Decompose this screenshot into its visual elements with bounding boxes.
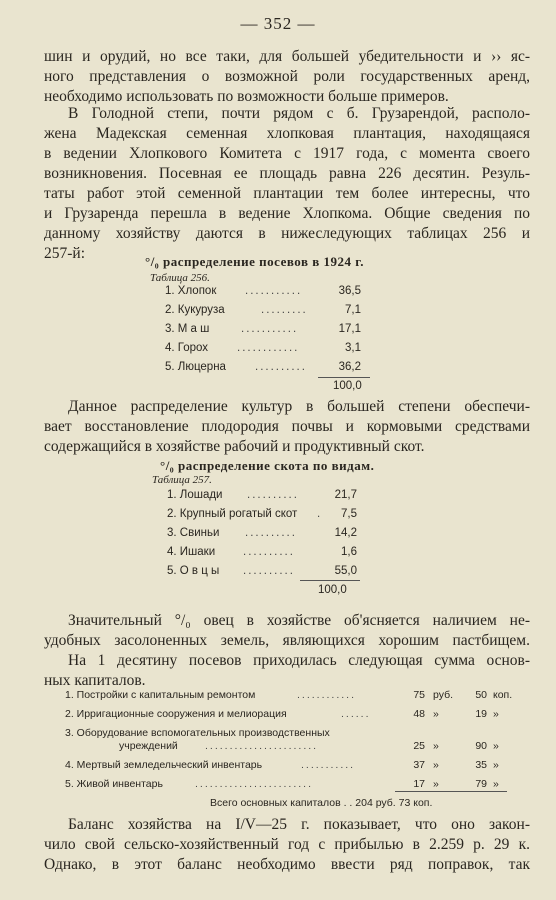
row-label: 5. Живой инвентарь [65,778,163,790]
table-257-total: 100,0 [318,584,347,596]
row-subunit: » [493,759,499,771]
leader-dots: .......... [255,361,307,373]
row-label: 1. Постройки с капитальным ремонтом [65,689,256,701]
table-row [65,724,505,756]
table-row [167,525,367,544]
table-row [167,487,367,506]
leader-dots: .......... [247,489,299,501]
text-line: 257-й: [44,245,86,262]
text-line: удобных засолоненных земель, являющихся хорошим пастбищем. [44,632,530,649]
text-line: в ведении Хлопкового Комитета с 1917 года, с момента своего [44,145,530,162]
row-subamount: 50 [475,689,487,701]
row-subamount: 79 [475,778,487,790]
leader-dots: ........................ [195,778,314,790]
text-line: шин и орудий, но все таки, для большей убедительности и ›› яс- [44,48,530,65]
row-value: 36,2 [338,361,361,373]
row-subunit: » [493,778,499,790]
row-subamount: 35 [475,759,487,771]
leader-dots: .......... [243,565,295,577]
row-amount: 25 [413,740,425,752]
row-value: 7,1 [345,304,361,316]
leader-dots: . [317,508,323,520]
row-label: 4. Горох [165,342,209,354]
paragraph-1 [44,47,530,107]
leader-dots: ......... [261,304,308,316]
sum-rule [395,791,507,792]
leader-dots: ........... [241,323,299,335]
row-label: 4. Ишаки [167,546,216,558]
text-line: ного представления о возможной роли государственных аренд, [44,68,530,85]
leader-dots: ........... [245,285,303,297]
row-value: 7,5 [341,508,357,520]
table-256-caption: Таблица 256. [150,272,210,284]
table-row [65,705,505,724]
text-line: ных капиталов. [44,672,146,689]
row-label: 2. Кукуруза [165,304,225,316]
capital-total: Всего основных капиталов . . 204 руб. 73 коп. [210,797,433,809]
table-row [65,756,505,775]
row-subunit: » [493,740,499,752]
row-label: 4. Мертвый земледельческий инвентарь [65,759,263,771]
row-value: 21,7 [334,489,357,501]
leader-dots: ............ [297,689,357,701]
row-unit: » [433,778,439,790]
text-line: Данное распределение культур в большей степени обеспечи- [68,398,530,415]
row-value: 1,6 [341,546,357,558]
row-amount: 75 [413,689,425,701]
sum-rule [300,580,360,581]
leader-dots: ............ [237,342,300,354]
table-row [65,686,513,705]
page-number: — 352 — [240,14,316,33]
row-subunit: коп. [493,689,513,701]
row-unit: » [433,708,439,720]
table-row [167,506,367,525]
row-unit: руб. [433,689,454,701]
leader-dots: ....................... [205,740,319,752]
row-value: 3,1 [345,342,361,354]
paragraph-2 [44,104,530,264]
sum-rule [318,377,370,378]
row-label: 2. Ирригационные сооружения и мелиорация [65,708,287,720]
text-line: В Голодной степи, почти рядом с б. Грузарендой, располо- [68,105,530,122]
row-subamount: 90 [475,740,487,752]
row-label: 3. Свиньи [167,527,220,539]
table-256-total: 100,0 [333,380,362,392]
table-row [165,359,365,378]
table-row [165,321,365,340]
text-line: возникновения. Посевная ее площадь равна 226 десятин. Резуль- [44,165,530,182]
text-line: чило свой сельско-хозяйственный год с прибылью в 2.259 р. 29 к. [44,836,530,853]
text-line: и Грузаренда перешла в ведение Хлопкома. Общие сведения по [44,205,530,222]
text-line: вает восстановление плодородия почвы и кормовыми средствами [44,418,530,435]
table-257-title: °/₀ распределение скота по видам. [160,458,375,473]
leader-dots: .......... [245,527,297,539]
text-line: жена Мадекская семенная хлопковая плантация, находящаяся [44,125,530,142]
paragraph-4 [44,611,530,691]
row-label-line: 3. Оборудование вспомогательных производственных [65,727,330,739]
leader-dots: ...... [341,708,371,720]
text-line: таты работ этой семенной плантации тем более интересны, что [44,185,530,202]
table-257 [167,487,367,582]
paragraph-5 [44,815,530,875]
text-line: данному хозяйству даются в нижеследующих таблицах 256 и [44,225,530,242]
row-subamount: 19 [475,708,487,720]
row-amount: 48 [413,708,425,720]
paragraph-3 [44,397,530,457]
row-amount: 17 [413,778,425,790]
text-line: Однако, в этот баланс необходимо ввести ряд поправок, так [44,856,530,873]
row-label: 5. Люцерна [165,361,226,373]
row-label: 3. М а ш [165,323,210,335]
leader-dots: .......... [243,546,295,558]
row-unit: » [433,740,439,752]
row-value: 55,0 [334,565,357,577]
text-line: На 1 десятину посевов приходилась следующая сумма основ- [68,652,530,669]
row-unit: » [433,759,439,771]
row-label: 5. О в ц ы [167,565,220,577]
table-row [167,544,367,563]
leader-dots: ........... [301,759,356,771]
table-257-caption: Таблица 257. [152,474,212,486]
row-value: 17,1 [338,323,361,335]
row-value: 36,5 [338,285,361,297]
text-line: содержащийся в хозяйстве рабочий и продуктивный скот. [44,438,425,455]
table-256-title: °/₀ распределение посевов в 1924 г. [145,254,364,269]
row-label: 1. Хлопок [165,285,217,297]
table-256 [165,283,365,378]
capital-table [65,686,513,794]
table-row [165,283,365,302]
row-amount: 37 [413,759,425,771]
table-row [165,340,365,359]
text-line: необходимо использовать по возможности больше примеров. [44,88,449,105]
row-subunit: » [493,708,499,720]
row-value: 14,2 [334,527,357,539]
text-line: Баланс хозяйства на I/V—25 г. показывает, что оно закон- [68,816,530,833]
row-label: 1. Лошади [167,489,223,501]
text-line: Значительный °/₀ овец в хозяйстве об'ясняется наличием не- [68,612,530,629]
row-label: 2. Крупный рогатый скот [167,508,298,520]
row-label-line: учреждений [119,740,178,752]
table-row [165,302,365,321]
